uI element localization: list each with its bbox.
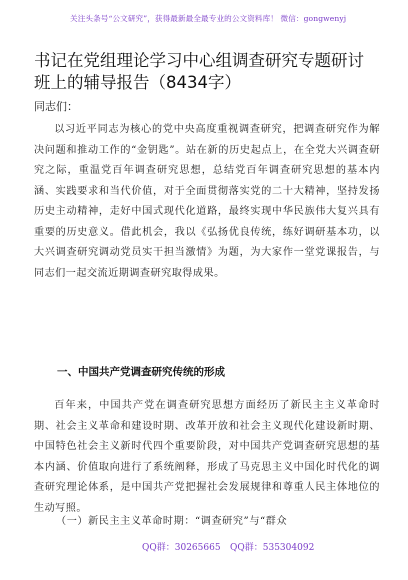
body-paragraph: 百年来，中国共产党在调查研究思想方面经历了新民主主义革命时期、社会主义革命和建设时期、改革开放和社会主义现代化建设新时期、中国特色社会主义新时代四个重要阶段，对中国共产党调查研究思想的基本内涵、价值取向进行了系统阐释，形成了马克思主义中国化时代化的调查研究理论体系，是中国共产党把握社会发展规律和尊重人民主体地位的生动写照。 [34, 400, 380, 514]
qq-group-1: QQ群：30265665 [142, 543, 221, 553]
page-footer [0, 540, 408, 556]
intro-paragraph: 以习近平同志为核心的党中央高度重视调查研究，把调查研究作为解决问题和推动工作的“金钥匙”。站在新的历史起点上，在全党大兴调查研究之际，重温党百年调查研究思想，总结党百年调查研究思想的基本内涵、实践要求和当代价值，对于全面贯彻落实党的二十大精神，坚持发扬历史主动精神，走好中国式现代化道路，最终实现中华民族伟大复兴具有重要的历史意义。借此机会，我以《弘扬优良传统，练好调研基本功，以大兴调查研究调动党员实干担当激情》为题，为大家作一堂党课报告，与同志们一起交流近期调查研究取得成果。 [34, 124, 380, 279]
document-title: 书记在党组理论学习中心组调查研究专题研讨班上的辅导报告（8434字） [34, 51, 364, 92]
subsection-heading: （一）新民主主义革命时期：“调查研究”与“群众 [56, 516, 288, 527]
salutation: 同志们： [34, 100, 78, 113]
section-heading: 一、中国共产党调查研究传统的形成 [57, 366, 225, 378]
top-banner: 关注头条号“公文研究”，获得最新最全最专业的公文资料库！ 微信：gongwenyj [70, 14, 347, 23]
qq-group-2: QQ群：535304092 [230, 543, 315, 553]
